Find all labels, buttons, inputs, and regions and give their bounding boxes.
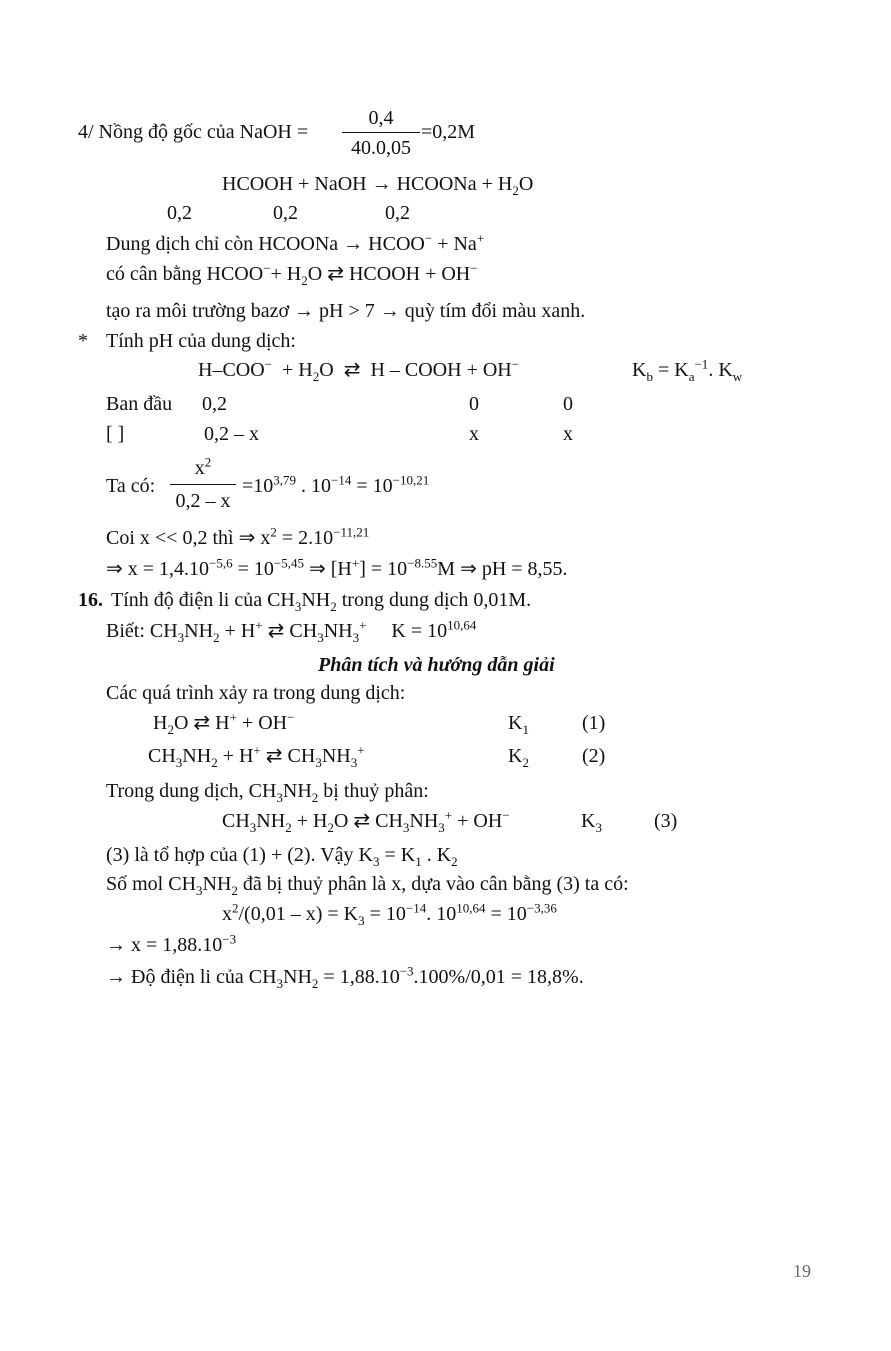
line-equil: có cân bằng HCOO−+ $H_2O$ ⇄ HCOOH + OH− — [106, 260, 478, 288]
eq-c: x — [563, 423, 573, 445]
line-base: tạo ra môi trường bazơ → pH > 7 → quỳ tím đổi màu xanh. — [106, 300, 586, 322]
reaction-line: HCOOH + NaOH → HCOONa + $H_2O$ — [222, 173, 534, 198]
initial-label: Ban đầu — [106, 393, 173, 415]
frac-den: 40.0,05 — [351, 137, 411, 159]
star-mark: * — [78, 330, 88, 352]
fraction-naoh — [342, 108, 420, 158]
xval-line: → $x = 1,88.10^{-3}$ — [106, 931, 237, 956]
calc-ph: Tính pH của dung dịch: — [106, 330, 296, 352]
amount-2: 0,2 — [273, 202, 298, 224]
frac-num: 0,4 — [368, 107, 394, 129]
fraction-taco — [170, 454, 236, 512]
r3-num: (3) — [654, 810, 678, 832]
degree-line: → Độ điện li của $CH_3NH_2 = 1,88.10^{-3}.100\%/0,01 = 18,8\%$. — [106, 963, 584, 991]
eq-a: 0,2 – x — [204, 423, 259, 445]
r1-k: $K_1$ — [508, 712, 529, 737]
initial-b: 0 — [469, 393, 479, 415]
taco-den: 0,2 – x — [175, 490, 231, 512]
hydrolysis-line: Trong dung dịch, $CH_3NH_2$ bị thuỷ phân: — [106, 780, 429, 805]
problem-title: Tính độ điện li của $CH_3NH_2$ trong dung dịch 0,01M. — [111, 589, 532, 614]
initial-a: 0,2 — [202, 393, 227, 415]
r3-k: $K_3$ — [581, 810, 602, 835]
r3-eq: $CH_3NH_2 + H_2O$ ⇄ $CH_3NH_3^+ + OH^-$ — [222, 807, 510, 835]
r1-num: (1) — [582, 712, 606, 734]
problem-number: 16. — [78, 589, 103, 611]
solution-heading: Phân tích và hướng dẫn giải — [318, 654, 555, 676]
frac-result: =0,2M — [421, 121, 476, 143]
combo-line: (3) là tổ hợp của (1) + (2). Vậy $K_3 = K_1$ . $K_2$ — [106, 844, 458, 869]
taco-bar — [170, 484, 236, 485]
r1-eq: $H_2O$ ⇄ H+ + OH− — [153, 709, 295, 737]
line-only: Dung dịch chỉ còn HCOONa → HCOO− + Na+ — [106, 230, 485, 255]
initial-c: 0 — [563, 393, 573, 415]
eq2-right: $K_b = K_a^{-1}$. $K_w$ — [632, 356, 743, 384]
prefix-line: 4/ Nồng độ gốc của NaOH = — [78, 121, 309, 143]
r2-num: (2) — [582, 745, 606, 767]
r2-k: $K_2$ — [508, 745, 529, 770]
amount-1: 0,2 — [167, 202, 192, 224]
r2-eq: $CH_3NH_2 + H^+$ ⇄ $CH_3NH_3^+$ — [148, 742, 365, 770]
amount-3: 0,2 — [385, 202, 410, 224]
page-number: 19 — [793, 1261, 811, 1281]
frac-bar — [342, 132, 420, 133]
given-line: Biết: $CH_3NH_2 + H^+$ ⇄ $CH_3NH_3^+$ $K = 10^{10,64}$ — [106, 617, 477, 645]
eq-label: [ ] — [106, 423, 125, 445]
taco-label: Ta có: — [106, 475, 156, 497]
result-ph: ⇒ $x = 1,4.10^{-5,6} = 10^{-5,45}$ ⇒ $[H^+] = 10^{-8.55}M$ ⇒ pH = 8,55. — [106, 555, 568, 580]
approx-line: Coi x << 0,2 thì ⇒ $x^2 = 2.10^{-11,21}$ — [106, 524, 370, 549]
processes-line: Các quá trình xảy ra trong dung dịch: — [106, 682, 406, 704]
taco-num: $x^2$ — [194, 454, 212, 479]
eqx-line: $x^2/(0,01 - x) = K_3 = 10^{-14}$. $10^{10,64} = 10^{-3,36}$ — [222, 900, 557, 928]
mol-line: Số mol $CH_3NH_2$ đã bị thuỷ phân là x, dựa vào cân bằng (3) ta có: — [106, 873, 629, 898]
taco-rhs: $=10^{3,79}$ . $10^{-14} = 10^{-10,21}$ — [242, 472, 430, 497]
eq-b: x — [469, 423, 479, 445]
eq2-left: $H-COO^- + H_2O$ ⇄ H – COOH + OH− — [198, 356, 520, 384]
